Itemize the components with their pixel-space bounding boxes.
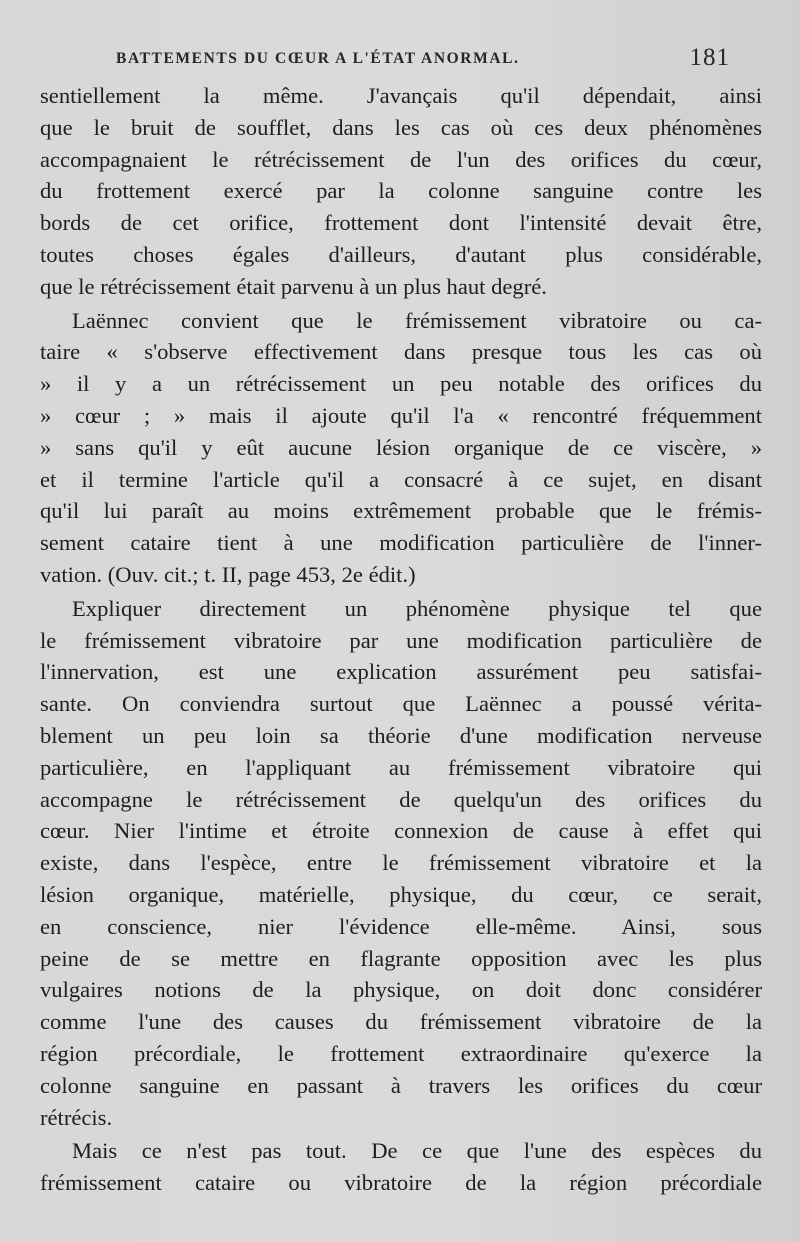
text-line: et il termine l'article qu'il a consacré à ce sujet, en disant bbox=[40, 466, 762, 492]
text-line: accompagnaient le rétrécissement de l'un des orifices du cœur, bbox=[40, 146, 762, 172]
text-line: bords de cet orifice, frottement dont l'intensité devait être, bbox=[40, 210, 762, 236]
text-line: particulière, en l'appliquant au frémissement vibratoire qui bbox=[40, 754, 762, 780]
text-line: » sans qu'il y eût aucune lésion organique de ce viscère, » bbox=[40, 434, 762, 460]
text-line: frémissement cataire ou vibratoire de la région précordiale bbox=[40, 1170, 762, 1196]
text-line: du frottement exercé par la colonne sanguine contre les bbox=[40, 178, 762, 204]
text-line: taire « s'observe effectivement dans presque tous les cas où bbox=[40, 339, 762, 365]
text-line: lésion organique, matérielle, physique, du cœur, ce serait, bbox=[40, 881, 762, 907]
text-line: que le rétrécissement était parvenu à un plus haut degré. bbox=[40, 273, 547, 299]
text-line: sentiellement la même. J'avançais qu'il dépendait, ainsi bbox=[40, 83, 762, 108]
body-text bbox=[40, 80, 762, 1199]
text-line: toutes choses égales d'ailleurs, d'autant plus considérable, bbox=[40, 241, 762, 267]
text-line: en conscience, nier l'évidence elle-même. Ainsi, sous bbox=[40, 913, 762, 939]
text-line: l'innervation, est une explication assurément peu satisfai- bbox=[40, 659, 762, 685]
text-line: rétrécis. bbox=[40, 1104, 113, 1130]
text-line: vation. (Ouv. cit.; t. II, page 453, 2e édit.) bbox=[40, 561, 416, 587]
text-line: blement un peu loin sa théorie d'une modification nerveuse bbox=[40, 722, 762, 748]
text-line: le frémissement vibratoire par une modification particulière de bbox=[40, 627, 762, 653]
text-line: région précordiale, le frottement extraordinaire qu'exerce la bbox=[40, 1040, 762, 1066]
text-line: peine de se mettre en flagrante opposition avec les plus bbox=[40, 945, 762, 971]
text-line: qu'il lui paraît au moins extrêmement probable que le frémis- bbox=[40, 498, 762, 524]
page-number: 181 bbox=[689, 44, 730, 71]
text-line: Mais ce n'est pas tout. De ce que l'une des espèces du bbox=[72, 1138, 762, 1164]
text-line: existe, dans l'espèce, entre le frémissement vibratoire et la bbox=[40, 850, 762, 876]
page-header bbox=[116, 46, 730, 72]
text-line: » il y a un rétrécissement un peu notable des orifices du bbox=[40, 371, 762, 397]
running-head: BATTEMENTS DU CŒUR A L'ÉTAT ANORMAL. bbox=[116, 50, 520, 67]
text-line: Expliquer directement un phénomène physique tel que bbox=[72, 595, 762, 621]
text-line: vulgaires notions de la physique, on doit donc considérer bbox=[40, 977, 762, 1003]
text-line: » cœur ; » mais il ajoute qu'il l'a « rencontré fréquemment bbox=[40, 402, 762, 428]
text-line: accompagne le rétrécissement de quelqu'un des orifices du bbox=[40, 786, 762, 812]
text-line: sante. On conviendra surtout que Laënnec a poussé vérita- bbox=[40, 691, 762, 717]
text-line: cœur. Nier l'intime et étroite connexion de cause à effet qui bbox=[40, 818, 762, 844]
text-line: Laënnec convient que le frémissement vibratoire ou ca- bbox=[72, 307, 762, 333]
text-line: comme l'une des causes du frémissement vibratoire de la bbox=[40, 1009, 762, 1035]
text-line: colonne sanguine en passant à travers les orifices du cœur bbox=[40, 1072, 762, 1098]
text-line: que le bruit de soufflet, dans les cas où ces deux phénomènes bbox=[40, 114, 762, 140]
text-line: sement cataire tient à une modification particulière de l'inner- bbox=[40, 530, 762, 556]
